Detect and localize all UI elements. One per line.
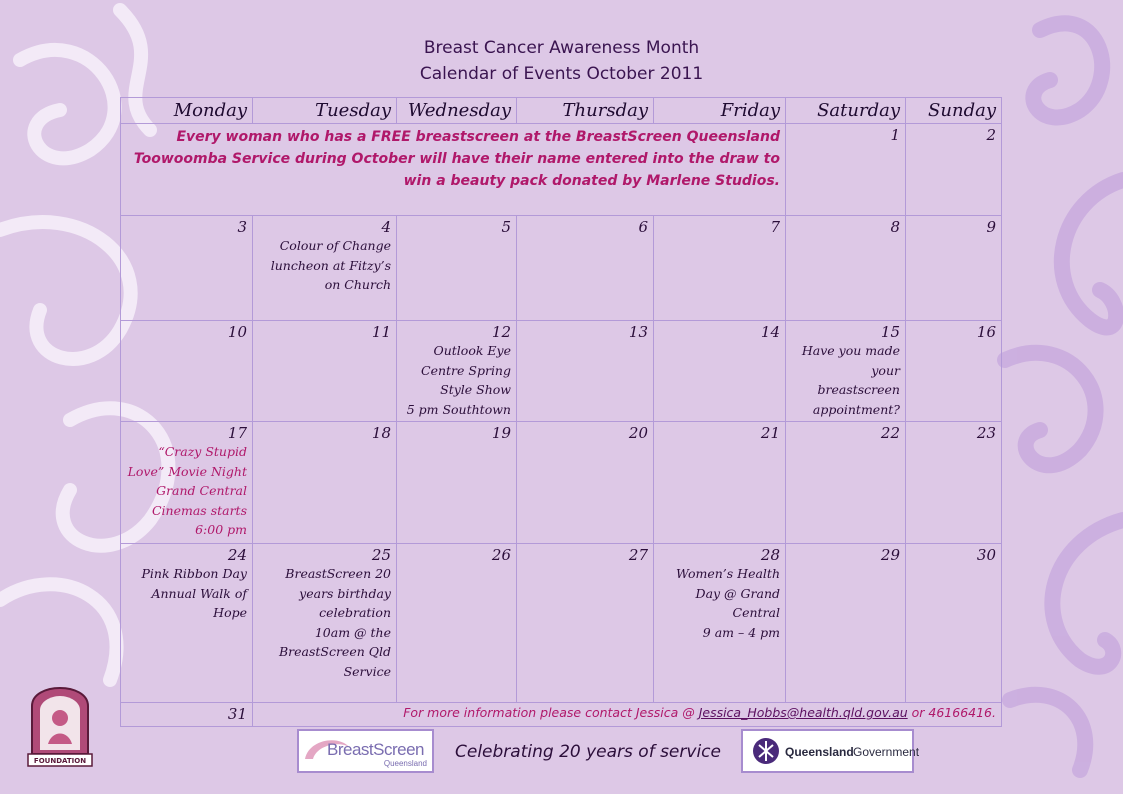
day-number: 25 — [371, 546, 391, 564]
event-line: luncheon at Fitzy’s — [270, 257, 391, 273]
day-number: 13 — [628, 323, 648, 341]
day-number: 26 — [491, 546, 511, 564]
qld-gov-logo-rest: Government — [853, 745, 920, 759]
day-cell — [121, 321, 253, 422]
event-line: Centre Spring — [421, 362, 511, 378]
event-line: Colour of Change — [279, 238, 391, 253]
page-title: Breast Cancer Awareness Month — [423, 38, 700, 58]
day-number: 8 — [890, 218, 900, 236]
day-cell — [121, 216, 253, 321]
day-cell — [397, 216, 517, 321]
weekday-header: Sunday — [906, 98, 1002, 124]
day-number: 11 — [371, 323, 391, 341]
event-line: celebration — [319, 605, 391, 620]
day-number: 27 — [628, 546, 648, 564]
contact-prefix: For more information please contact Jessica @ — [403, 705, 699, 720]
page-subtitle: Calendar of Events October 2011 — [419, 64, 704, 84]
weekday-header-row — [121, 98, 1002, 124]
day-number: 19 — [491, 424, 511, 442]
day-number: 14 — [760, 323, 780, 341]
svg-text:FOUNDATION: FOUNDATION — [33, 757, 87, 765]
qld-gov-logo-bold: Queensland — [785, 745, 854, 759]
day-cell — [654, 321, 786, 422]
week-row — [121, 422, 1002, 544]
day-cell — [786, 124, 906, 216]
day-cell — [786, 216, 906, 321]
event-line: appointment? — [812, 401, 900, 417]
weekday-header: Tuesday — [253, 98, 397, 124]
day-number: 3 — [237, 218, 247, 236]
weekday-header: Thursday — [517, 98, 654, 124]
breastscreen-logo — [297, 729, 434, 773]
weekday-header: Saturday — [786, 98, 906, 124]
day-cell — [121, 422, 253, 544]
event-line: Service — [343, 663, 391, 679]
day-number: 12 — [491, 323, 511, 341]
breastscreen-logo-sub: Queensland — [383, 759, 427, 768]
day-number: 23 — [976, 424, 996, 442]
event-line: Outlook Eye — [433, 343, 511, 358]
event-line: 10am @ the — [314, 624, 391, 640]
day-number: 24 — [227, 546, 247, 564]
day-number: 29 — [880, 546, 900, 564]
day-number: 22 — [880, 424, 900, 442]
day-cell — [517, 321, 654, 422]
event-line: Hope — [213, 605, 247, 620]
foundation-logo — [26, 684, 94, 768]
day-cell — [517, 422, 654, 544]
day-number: 20 — [628, 424, 648, 442]
event-line: Love” Movie Night — [127, 463, 247, 479]
breastscreen-logo-text: BreastScreen — [327, 740, 424, 759]
contact-email-link[interactable]: Jessica_Hobbs@health.qld.gov.au — [698, 705, 908, 720]
week-row — [121, 321, 1002, 422]
day-number: 10 — [227, 323, 247, 341]
week-row — [121, 124, 1002, 216]
qld-government-logo — [741, 729, 920, 773]
day-number: 2 — [986, 126, 996, 144]
event-line: Central — [732, 605, 780, 620]
day-cell — [906, 124, 1002, 216]
event-line: “Crazy Stupid — [158, 444, 247, 459]
footer-tagline: Celebrating 20 years of service — [455, 742, 721, 762]
contact-info — [253, 703, 1002, 727]
day-cell — [654, 422, 786, 544]
weekday-header: Wednesday — [397, 98, 517, 124]
event-line: Style Show — [440, 382, 511, 397]
event-line: Cinemas starts — [151, 502, 247, 518]
day-cell — [517, 216, 654, 321]
weekday-header: Monday — [121, 98, 253, 124]
day-number: 5 — [501, 218, 511, 236]
event-line: BreastScreen Qld — [278, 644, 391, 659]
day-number: 15 — [880, 323, 900, 341]
day-number: 18 — [371, 424, 391, 442]
day-cell — [397, 321, 517, 422]
weekday-header: Friday — [654, 98, 786, 124]
day-cell — [786, 544, 906, 703]
event-line: Have you made — [801, 343, 900, 358]
day-number: 1 — [890, 126, 900, 144]
day-cell — [253, 544, 397, 703]
event-line: Annual Walk of — [151, 585, 247, 601]
day-cell — [786, 321, 906, 422]
day-number: 28 — [760, 546, 780, 564]
event-line: Grand Central — [156, 483, 247, 498]
day-number: 7 — [770, 218, 780, 236]
contact-suffix: or 46166416. — [907, 705, 996, 720]
day-number: 4 — [381, 218, 391, 236]
event-line: 5 pm Southtown — [406, 401, 511, 417]
week-row — [121, 544, 1002, 703]
day-cell — [253, 321, 397, 422]
day-cell — [654, 544, 786, 703]
day-number: 9 — [986, 218, 996, 236]
day-number: 21 — [760, 424, 780, 442]
event-line: years birthday — [299, 585, 391, 601]
week-row — [121, 216, 1002, 321]
day-cell — [906, 216, 1002, 321]
day-cell — [253, 216, 397, 321]
promo-text: Every woman who has a FREE breastscreen at the BreastScreen Queensland Toowoomba Service during October will have their name entered into the draw to win a beauty pack donated by Marlene Studios. — [121, 124, 786, 216]
event-line: 9 am – 4 pm — [702, 624, 780, 640]
event-line: 6:00 pm — [195, 522, 247, 537]
day-number: 30 — [976, 546, 996, 564]
day-cell — [397, 544, 517, 703]
event-line: Pink Ribbon Day — [141, 566, 247, 581]
day-cell — [121, 544, 253, 703]
week-row — [121, 703, 1002, 727]
calendar-grid — [120, 97, 1002, 727]
event-line: breastscreen — [817, 382, 900, 397]
day-cell — [121, 703, 253, 727]
day-cell — [906, 422, 1002, 544]
day-cell — [786, 422, 906, 544]
event-line: on Church — [324, 277, 391, 292]
day-cell — [397, 422, 517, 544]
day-cell — [517, 544, 654, 703]
day-number: 6 — [638, 218, 648, 236]
day-number: 31 — [227, 705, 247, 723]
day-number: 17 — [227, 424, 247, 442]
day-cell — [906, 321, 1002, 422]
event-line: your — [871, 362, 900, 378]
day-cell — [654, 216, 786, 321]
day-cell — [253, 422, 397, 544]
event-line: Day @ Grand — [695, 585, 780, 601]
event-line: BreastScreen 20 — [285, 566, 391, 581]
day-cell — [906, 544, 1002, 703]
day-number: 16 — [976, 323, 996, 341]
event-line: Women’s Health — [675, 566, 780, 581]
